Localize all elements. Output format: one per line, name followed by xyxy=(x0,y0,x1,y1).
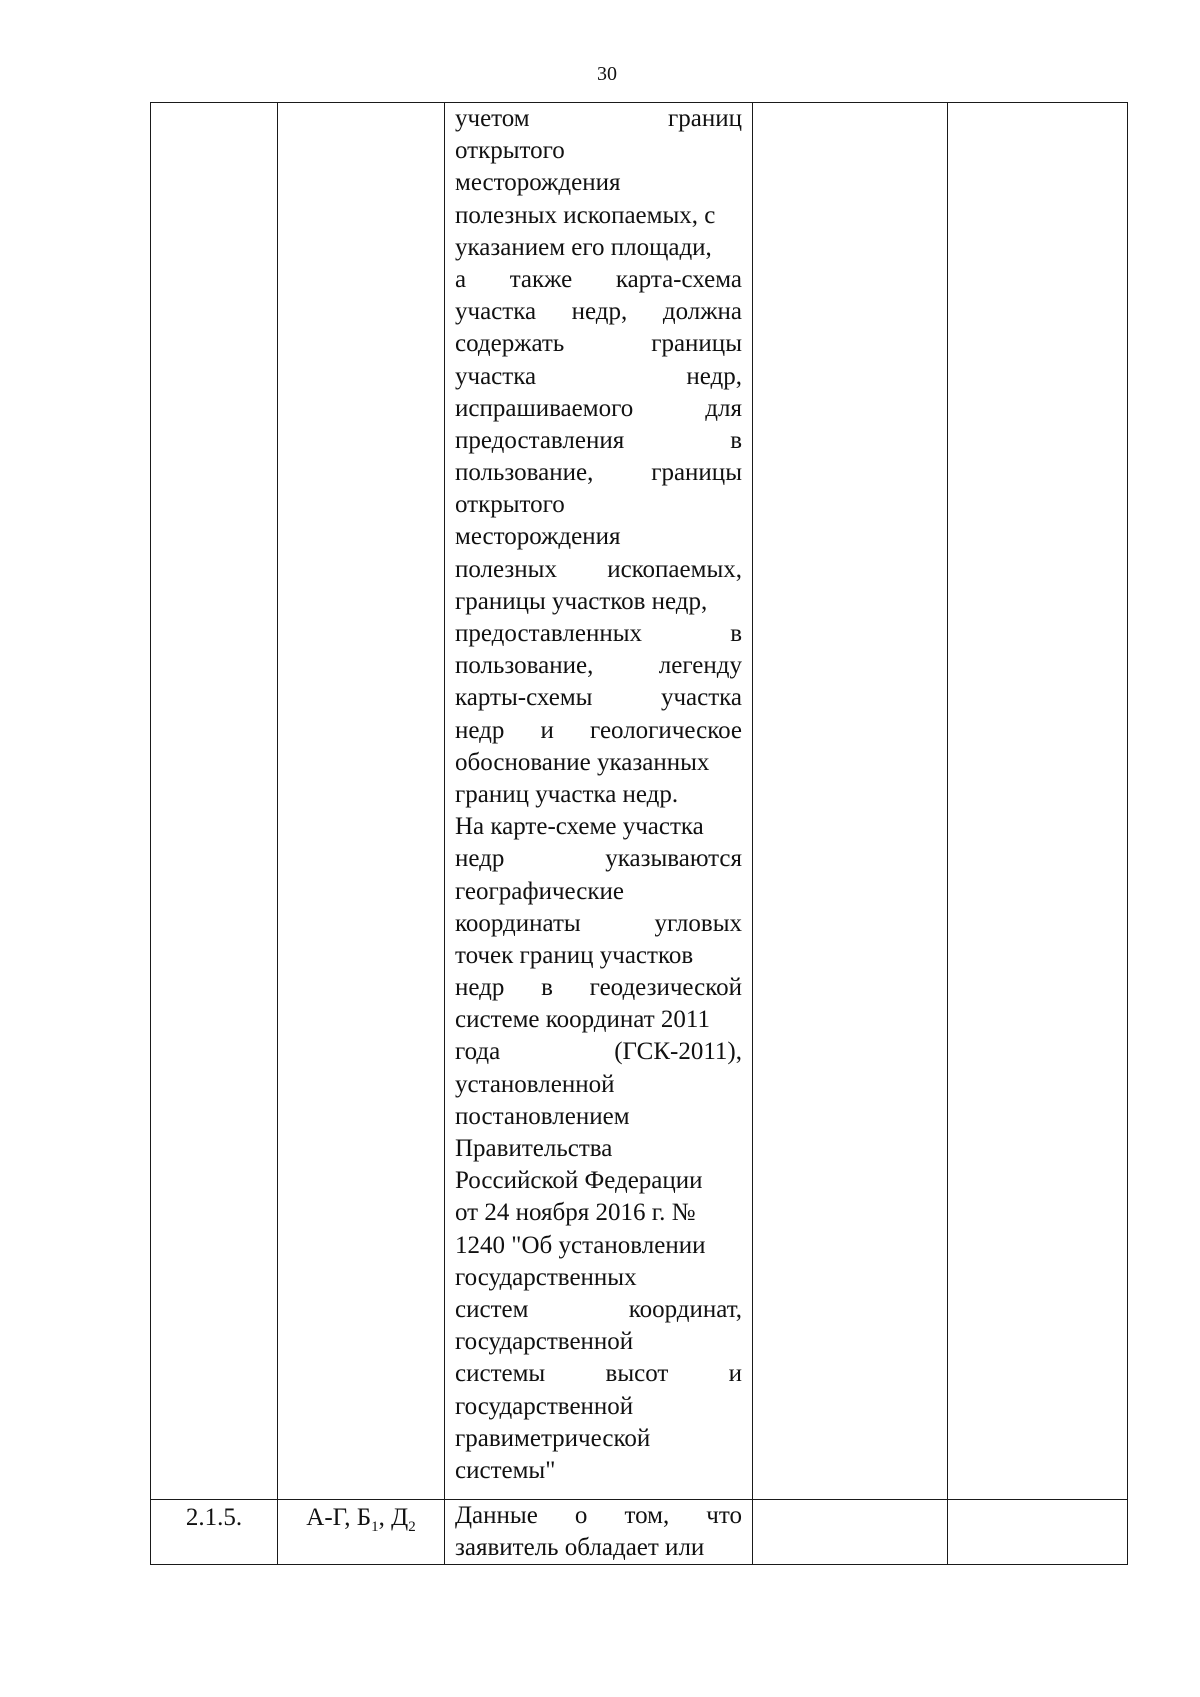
text-word: предоставленных xyxy=(455,620,643,647)
text-line xyxy=(455,554,742,586)
text-line xyxy=(455,1036,742,1068)
text-word: от 24 ноября 2016 г. № xyxy=(455,1199,696,1227)
text-word: недр, xyxy=(686,362,742,390)
text-line xyxy=(455,747,742,779)
text-word: участка xyxy=(455,298,537,326)
cell-code-empty xyxy=(278,103,445,1500)
text-word: высот xyxy=(605,1360,669,1388)
text-word: (ГСК-2011), xyxy=(614,1038,742,1066)
text-line xyxy=(455,296,742,328)
text-word: обоснование указанных xyxy=(455,748,710,776)
text-line xyxy=(455,1423,742,1455)
cell-empty xyxy=(948,1500,1128,1565)
text-line xyxy=(455,167,742,199)
text-word: а xyxy=(455,265,467,293)
text-word: содержать xyxy=(455,330,565,358)
text-word: ископаемых, xyxy=(607,555,742,583)
text-line xyxy=(455,1262,742,1294)
text-word: угловых xyxy=(654,909,742,937)
text-line xyxy=(455,586,742,618)
text-line xyxy=(455,264,742,296)
cell-empty xyxy=(948,103,1128,1500)
text-word: для xyxy=(705,394,742,422)
text-word: также xyxy=(509,265,573,293)
text-word: участка xyxy=(660,684,742,712)
text-line xyxy=(455,425,742,457)
text-word: границы xyxy=(651,330,742,358)
text-word: открытого xyxy=(455,491,565,519)
text-line xyxy=(455,393,742,425)
table-row xyxy=(151,103,1128,1500)
text-word: указанием его площади, xyxy=(455,233,712,261)
text-line xyxy=(455,1230,742,1262)
text-line xyxy=(455,843,742,875)
text-line xyxy=(455,779,742,811)
text-line xyxy=(455,200,742,232)
text-word: координаты xyxy=(455,909,581,937)
text-line xyxy=(455,682,742,714)
text-word: полезных ископаемых, с xyxy=(455,201,716,229)
text-word: указываются xyxy=(605,845,742,873)
text-word: года xyxy=(455,1038,501,1066)
text-word: гравиметрической xyxy=(455,1424,651,1452)
text-line xyxy=(455,103,742,135)
text-word: системы xyxy=(455,1360,546,1388)
text-word: и xyxy=(540,716,554,744)
text-word: границы участков недр, xyxy=(455,587,708,615)
text-line xyxy=(455,1069,742,1101)
text-word: месторождения xyxy=(455,169,621,197)
text-line xyxy=(455,908,742,940)
cell-empty xyxy=(753,103,948,1500)
text-line xyxy=(455,232,742,264)
text-line xyxy=(455,940,742,972)
text-word: геологическое xyxy=(590,716,742,744)
text-line xyxy=(455,876,742,908)
text-word: недр, xyxy=(571,298,628,326)
text-line xyxy=(455,361,742,393)
text-word: постановлением xyxy=(455,1102,630,1130)
text-line xyxy=(455,715,742,747)
text-word: карта-схема xyxy=(615,265,742,293)
text-word: в xyxy=(730,426,742,454)
text-line xyxy=(455,1197,742,1229)
text-word: открытого xyxy=(455,137,565,165)
text-word: Правительства xyxy=(455,1135,613,1162)
text-word: карты-схемы xyxy=(455,684,593,712)
text-line xyxy=(455,1326,742,1358)
text-line xyxy=(455,650,742,682)
text-word: легенду xyxy=(658,652,742,680)
text-word: и xyxy=(728,1360,742,1388)
text-word: государственных xyxy=(455,1263,637,1291)
text-word: Российской Федерации xyxy=(455,1167,703,1195)
text-word: На карте-схеме участка xyxy=(455,813,704,841)
page-number: 30 xyxy=(597,63,617,85)
text-word: государственной xyxy=(455,1328,634,1356)
text-word: в xyxy=(730,620,742,647)
text-word: учетом xyxy=(455,105,530,132)
text-word: заявитель обладает или xyxy=(455,1534,705,1562)
text-line xyxy=(455,972,742,1004)
text-word: 1240 "Об установлении xyxy=(455,1231,706,1259)
text-word: государственной xyxy=(455,1392,634,1420)
text-line xyxy=(455,1101,742,1133)
text-word: том, xyxy=(624,1502,670,1529)
text-word: системы" xyxy=(455,1456,556,1484)
text-word: предоставления xyxy=(455,426,625,454)
cell-item-code xyxy=(278,1500,445,1565)
text-word: геодезической xyxy=(589,974,742,1002)
text-word: месторождения xyxy=(455,523,621,551)
text-line xyxy=(455,618,742,650)
text-line xyxy=(455,1391,742,1423)
text-word: установленной xyxy=(455,1070,615,1098)
text-word: участка xyxy=(455,362,537,390)
text-word: испрашиваемого xyxy=(455,394,634,422)
text-line xyxy=(455,1133,742,1165)
text-word: границы xyxy=(651,459,742,487)
cell-item-number xyxy=(151,1500,278,1565)
text-word: должна xyxy=(662,298,742,326)
text-line xyxy=(455,457,742,489)
text-line xyxy=(455,811,742,843)
text-line xyxy=(455,521,742,553)
text-word: границ xyxy=(668,105,742,132)
text-word: системе координат 2011 xyxy=(455,1006,710,1034)
text-line xyxy=(455,1358,742,1390)
text-word: точек границ участков xyxy=(455,941,694,969)
cell-number-empty xyxy=(151,103,278,1500)
text-word: пользование, xyxy=(455,459,594,487)
requirements-table xyxy=(150,102,1128,1565)
text-line xyxy=(455,1455,742,1487)
item-number: 2.1.5. xyxy=(185,1504,243,1531)
cell-requirement-text xyxy=(445,103,753,1500)
text-word: недр xyxy=(455,845,505,873)
text-word: недр xyxy=(455,716,505,744)
text-word: географические xyxy=(455,877,624,905)
text-line xyxy=(455,135,742,167)
text-line xyxy=(455,1165,742,1197)
cell-empty xyxy=(753,1500,948,1565)
text-line xyxy=(455,489,742,521)
text-word: координат, xyxy=(628,1295,742,1323)
text-line xyxy=(455,1532,742,1564)
text-word: пользование, xyxy=(455,652,594,680)
text-word: о xyxy=(574,1502,588,1529)
text-word: недр xyxy=(455,974,505,1002)
text-line xyxy=(455,1004,742,1036)
table-row xyxy=(151,1500,1128,1565)
text-word: границ участка недр. xyxy=(455,780,679,808)
text-word: в xyxy=(541,974,553,1002)
text-word: полезных xyxy=(455,555,557,583)
text-line xyxy=(455,1500,742,1532)
text-word: что xyxy=(706,1502,742,1529)
text-word: систем xyxy=(455,1295,529,1323)
item-code: А-Г, $Б_1$, $Д_2$ xyxy=(306,1504,416,1535)
text-word: Данные xyxy=(455,1502,538,1529)
text-line xyxy=(455,1294,742,1326)
cell-requirement-text xyxy=(445,1500,753,1565)
text-line xyxy=(455,328,742,360)
